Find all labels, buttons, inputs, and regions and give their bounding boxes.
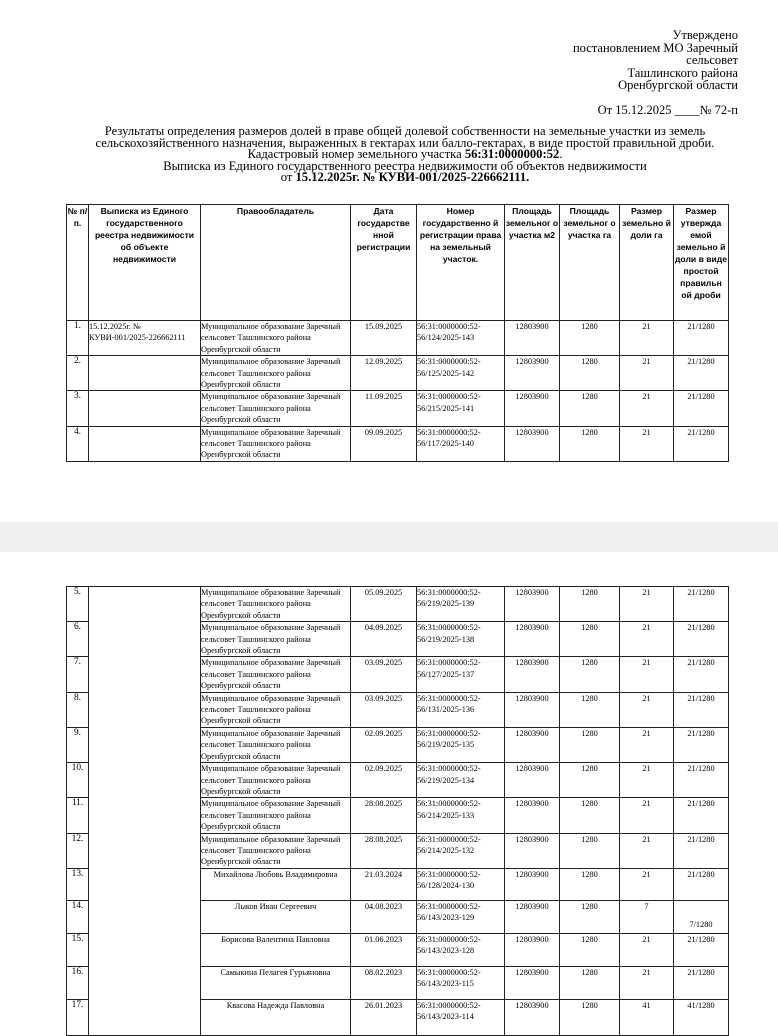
extract-reference: 15.12.2025г. № КУВИ-001/2025-226662111. <box>295 170 530 184</box>
share-ha-cell: 21 <box>620 657 674 692</box>
date-cell: 08.02.2023 <box>351 966 417 999</box>
share-fraction-cell: 21/1280 <box>674 657 729 692</box>
share-fraction-cell: 41/1280 <box>674 999 729 1035</box>
area-ha-cell: 1280 <box>560 391 620 426</box>
row-number: 5. <box>67 587 89 622</box>
area-ha-cell: 1280 <box>560 692 620 727</box>
owner-cell: Муниципальное образование Заречный сельсовет Ташлинского района Оренбургской области <box>201 391 351 426</box>
approval-date-line <box>573 104 738 117</box>
share-fraction-cell: 21/1280 <box>674 933 729 966</box>
extract-cell: 15.12.2025г. № КУВИ-001/2025-226662111 <box>89 321 201 356</box>
regno-cell: 56:31:0000000:52-56/143/2023-115 <box>417 966 505 999</box>
owner-cell: Муниципальное образование Заречный сельсовет Ташлинского района Оренбургской области <box>201 727 351 762</box>
area-ha-cell: 1280 <box>560 933 620 966</box>
area-m2-cell: 12803900 <box>505 657 560 692</box>
approval-line: Оренбургской области <box>618 78 738 93</box>
share-fraction-cell: 21/1280 <box>674 763 729 798</box>
area-ha-cell: 1280 <box>560 356 620 391</box>
share-fraction-cell: 21/1280 <box>674 692 729 727</box>
area-ha-cell: 1280 <box>560 966 620 999</box>
date-cell: 28.08.2025 <box>351 833 417 868</box>
share-ha-cell: 21 <box>620 587 674 622</box>
extract-cell <box>89 426 201 461</box>
col-header-area-ha: Площадь земельног о участка га <box>560 205 620 321</box>
regno-cell: 56:31:0000000:52-56/128/2024-130 <box>417 868 505 900</box>
col-header-extract: Выписка из Единого государственного реестра недвижимости об объекте недвижимости <box>89 205 201 321</box>
col-header-owner: Правообладатель <box>201 205 351 321</box>
row-number: 10. <box>67 763 89 798</box>
area-m2-cell: 12803900 <box>505 692 560 727</box>
regno-cell: 56:31:0000000:52-56/214/2025-132 <box>417 833 505 868</box>
extract-cell <box>89 587 201 1036</box>
share-fraction-cell: 21/1280 <box>674 426 729 461</box>
row-number: 3. <box>67 391 89 426</box>
date-cell: 28.08.2025 <box>351 798 417 833</box>
owner-cell: Муниципальное образование Заречный сельсовет Ташлинского района Оренбургской области <box>201 622 351 657</box>
share-ha-cell: 21 <box>620 426 674 461</box>
row-number: 17. <box>67 999 89 1035</box>
col-header-regno: Номер государственно й регистрации права на земельный участок. <box>417 205 505 321</box>
date-cell: 15.09.2025 <box>351 321 417 356</box>
area-m2-cell: 12803900 <box>505 933 560 966</box>
share-fraction-cell: 21/1280 <box>674 622 729 657</box>
owner-cell: Муниципальное образование Заречный сельсовет Ташлинского района Оренбургской области <box>201 356 351 391</box>
owner-cell: Муниципальное образование Заречный сельсовет Ташлинского района Оренбургской области <box>201 692 351 727</box>
col-header-number: № п/ п. <box>67 205 89 321</box>
approval-line: постановлением МО Заречный <box>572 40 738 55</box>
approval-line: Ташлинского района <box>627 65 738 80</box>
date-cell: 21.03.2024 <box>351 868 417 900</box>
col-header-area-m2: Площадь земельног о участка м2 <box>505 205 560 321</box>
share-fraction-cell: 21/1280 <box>674 391 729 426</box>
owner-cell: Муниципальное образование Заречный сельсовет Ташлинского района Оренбургской области <box>201 657 351 692</box>
date-cell: 04.08.2023 <box>351 900 417 933</box>
area-ha-cell: 1280 <box>560 321 620 356</box>
date-cell: 01.06.2023 <box>351 933 417 966</box>
owner-cell: Муниципальное образование Заречный сельсовет Ташлинского района Оренбургской области <box>201 587 351 622</box>
row-number: 11. <box>67 798 89 833</box>
regno-cell: 56:31:0000000:52-56/125/2025-142 <box>417 356 505 391</box>
share-ha-cell: 21 <box>620 833 674 868</box>
share-fraction-cell: 21/1280 <box>674 833 729 868</box>
area-ha-cell: 1280 <box>560 727 620 762</box>
share-ha-cell: 21 <box>620 868 674 900</box>
regno-cell: 56:31:0000000:52-56/219/2025-138 <box>417 622 505 657</box>
table-row <box>67 391 729 426</box>
area-ha-cell: 1280 <box>560 833 620 868</box>
share-ha-cell: 21 <box>620 622 674 657</box>
owner-cell: Муниципальное образование Заречный сельсовет Ташлинского района Оренбургской области <box>201 798 351 833</box>
page-gap <box>0 522 778 552</box>
share-fraction-cell: 21/1280 <box>674 868 729 900</box>
regno-cell: 56:31:0000000:52-56/219/2025-134 <box>417 763 505 798</box>
area-m2-cell: 12803900 <box>505 763 560 798</box>
share-fraction-cell: 21/1280 <box>674 587 729 622</box>
area-ha-cell: 1280 <box>560 426 620 461</box>
owner-cell: Муниципальное образование Заречный сельсовет Ташлинского района Оренбургской области <box>201 833 351 868</box>
owner-cell: Борисова Валентина Павловна <box>201 933 351 966</box>
regno-cell: 56:31:0000000:52-56/143/2023-129 <box>417 900 505 933</box>
share-ha-cell: 21 <box>620 727 674 762</box>
regno-cell: 56:31:0000000:52-56/131/2025-136 <box>417 692 505 727</box>
date-cell: 04.09.2025 <box>351 622 417 657</box>
share-fraction-cell: 21/1280 <box>674 798 729 833</box>
regno-cell: 56:31:0000000:52-56/219/2025-135 <box>417 727 505 762</box>
area-m2-cell: 12803900 <box>505 391 560 426</box>
share-fraction-cell: 21/1280 <box>674 321 729 356</box>
table-row <box>67 321 729 356</box>
row-number: 1. <box>67 321 89 356</box>
cadastral-label: Кадастровый номер земельного участка <box>247 147 465 161</box>
date-cell: 03.09.2025 <box>351 692 417 727</box>
area-ha-cell: 1280 <box>560 657 620 692</box>
area-m2-cell: 12803900 <box>505 587 560 622</box>
heading-line: Результаты определения размеров долей в праве общей долевой собственности на земельные участки из земель <box>104 124 706 138</box>
date-cell: 02.09.2025 <box>351 763 417 798</box>
cadastral-suffix: . <box>559 147 563 161</box>
row-number: 12. <box>67 833 89 868</box>
area-ha-cell: 1280 <box>560 763 620 798</box>
share-ha-cell: 21 <box>620 798 674 833</box>
area-ha-cell: 1280 <box>560 622 620 657</box>
regno-cell: 56:31:0000000:52-56/143/2023-114 <box>417 999 505 1035</box>
date-cell: 05.09.2025 <box>351 587 417 622</box>
area-m2-cell: 12803900 <box>505 999 560 1035</box>
extract-prefix: от <box>280 170 296 184</box>
cadastral-number: 56:31:0000000:52 <box>464 147 560 161</box>
table-row <box>67 356 729 391</box>
area-m2-cell: 12803900 <box>505 426 560 461</box>
col-header-share-fraction: Размер утвержда емой земельно й доли в виде простой правильн ой дроби <box>674 205 729 321</box>
share-ha-cell: 21 <box>620 391 674 426</box>
area-ha-cell: 1280 <box>560 587 620 622</box>
area-ha-cell: 1280 <box>560 798 620 833</box>
area-m2-cell: 12803900 <box>505 622 560 657</box>
area-m2-cell: 12803900 <box>505 356 560 391</box>
area-m2-cell: 12803900 <box>505 727 560 762</box>
heading-line: сельскохозяйственного назначения, выраженных в гектарах или балло-гектарах, в виде простой правильной дроби. <box>95 135 715 150</box>
area-m2-cell: 12803900 <box>505 798 560 833</box>
heading-line: Выписка из Единого государственного реестра недвижимости об объектов недвижимости <box>163 158 647 173</box>
table-header-row <box>67 205 729 321</box>
approval-line: Утверждено <box>672 28 738 42</box>
area-m2-cell: 12803900 <box>505 833 560 868</box>
approval-number: № 72-п <box>699 102 738 117</box>
document-heading <box>60 126 750 184</box>
approval-date: От 15.12.2025 <box>597 102 672 117</box>
area-m2-cell: 12803900 <box>505 966 560 999</box>
share-ha-cell: 21 <box>620 321 674 356</box>
date-cell: 12.09.2025 <box>351 356 417 391</box>
regno-cell: 56:31:0000000:52-56/214/2025-133 <box>417 798 505 833</box>
regno-cell: 56:31:0000000:52-56/124/2025-143 <box>417 321 505 356</box>
owner-cell: Муниципальное образование Заречный сельсовет Ташлинского района Оренбургской области <box>201 321 351 356</box>
extract-cell <box>89 391 201 426</box>
row-number: 15. <box>67 933 89 966</box>
row-number: 4. <box>67 426 89 461</box>
row-number: 8. <box>67 692 89 727</box>
area-m2-cell: 12803900 <box>505 321 560 356</box>
row-number: 16. <box>67 966 89 999</box>
owner-cell: Самыкина Пелагея Гурьяновна <box>201 966 351 999</box>
date-cell: 11.09.2025 <box>351 391 417 426</box>
share-ha-cell: 21 <box>620 763 674 798</box>
area-m2-cell: 12803900 <box>505 900 560 933</box>
date-cell: 09.09.2025 <box>351 426 417 461</box>
owner-cell: Муниципальное образование Заречный сельсовет Ташлинского района Оренбургской области <box>201 426 351 461</box>
regno-cell: 56:31:0000000:52-56/219/2025-139 <box>417 587 505 622</box>
row-number: 2. <box>67 356 89 391</box>
row-number: 9. <box>67 727 89 762</box>
date-cell: 26.01.2023 <box>351 999 417 1035</box>
share-fraction-cell: 21/1280 <box>674 966 729 999</box>
approval-block <box>573 29 738 117</box>
regno-cell: 56:31:0000000:52-56/215/2025-141 <box>417 391 505 426</box>
owner-cell: Муниципальное образование Заречный сельсовет Ташлинского района Оренбургской области <box>201 763 351 798</box>
owner-cell: Михайлова Любовь Владимировна <box>201 868 351 900</box>
extract-cell <box>89 356 201 391</box>
share-ha-cell: 21 <box>620 692 674 727</box>
shares-table-part-1 <box>66 204 729 462</box>
table-row <box>67 426 729 461</box>
regno-cell: 56:31:0000000:52-56/117/2025-140 <box>417 426 505 461</box>
area-m2-cell: 12803900 <box>505 868 560 900</box>
col-header-share-ha: Размер земельно й доли га <box>620 205 674 321</box>
owner-cell: Квасова Надежда Павловна <box>201 999 351 1035</box>
share-ha-cell: 41 <box>620 999 674 1035</box>
area-ha-cell: 1280 <box>560 868 620 900</box>
col-header-date: Дата государстве нной регистрации <box>351 205 417 321</box>
date-cell: 02.09.2025 <box>351 727 417 762</box>
share-ha-cell: 21 <box>620 356 674 391</box>
approval-line: сельсовет <box>686 53 738 68</box>
row-number: 14. <box>67 900 89 933</box>
row-number: 6. <box>67 622 89 657</box>
share-fraction-cell: 7/1280 <box>674 900 729 933</box>
row-number: 7. <box>67 657 89 692</box>
area-ha-cell: 1280 <box>560 999 620 1035</box>
share-ha-cell: 21 <box>620 933 674 966</box>
approval-blank: ____ <box>674 102 700 117</box>
shares-table-part-2 <box>66 586 729 1036</box>
area-ha-cell: 1280 <box>560 900 620 933</box>
owner-cell: Лыков Иван Сергеевич <box>201 900 351 933</box>
table-row <box>67 587 729 622</box>
date-cell: 03.09.2025 <box>351 657 417 692</box>
heading-line <box>60 172 750 184</box>
share-fraction-cell: 21/1280 <box>674 356 729 391</box>
share-ha-cell: 7 <box>620 900 674 933</box>
regno-cell: 56:31:0000000:52-56/127/2025-137 <box>417 657 505 692</box>
regno-cell: 56:31:0000000:52-56/143/2023-128 <box>417 933 505 966</box>
row-number: 13. <box>67 868 89 900</box>
share-ha-cell: 21 <box>620 966 674 999</box>
share-fraction-cell: 21/1280 <box>674 727 729 762</box>
